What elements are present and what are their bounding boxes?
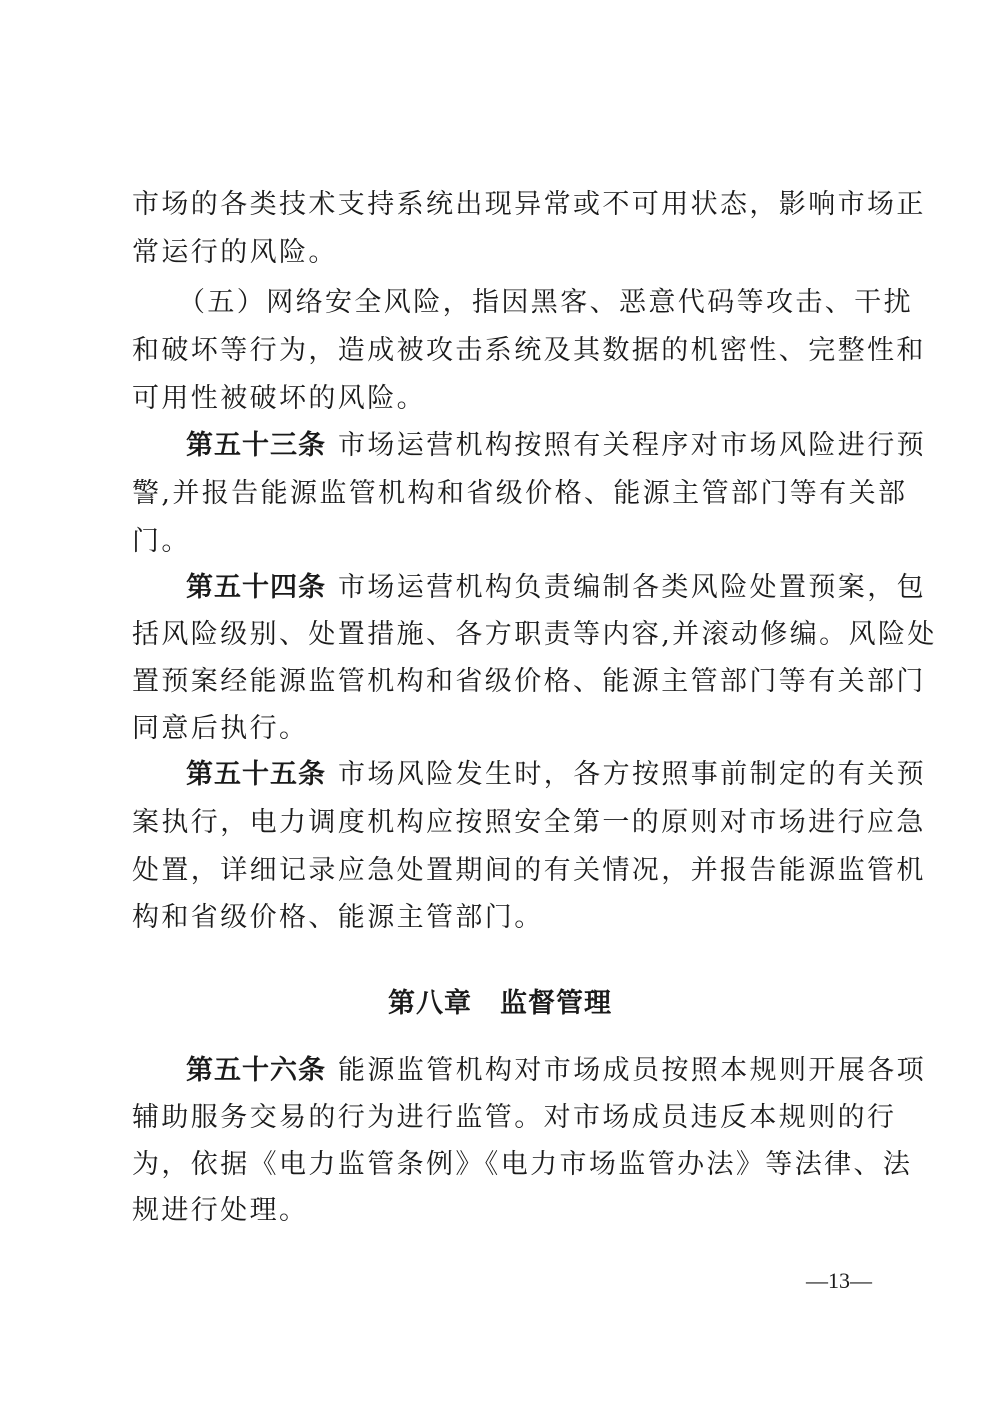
paragraph-line: 常运行的风险。	[132, 237, 338, 268]
article-53-first-line	[186, 424, 926, 468]
article-55-first-line	[186, 753, 926, 797]
paragraph-line: 和破坏等行为，造成被攻击系统及其数据的机密性、完整性和	[132, 335, 926, 366]
paragraph-line: 辅助服务交易的行为进行监管。对市场成员违反本规则的行	[132, 1102, 897, 1133]
paragraph-text: 能源监管机构对市场成员按照本规则开展各项	[338, 1055, 926, 1086]
paragraph-line: 门。	[132, 526, 191, 557]
article-heading: 第五十六条	[186, 1055, 326, 1086]
article-heading: 第五十三条	[186, 430, 326, 461]
paragraph-line: 为，依据《电力监管条例》《电力市场监管办法》等法律、法	[132, 1149, 913, 1180]
chapter-title: 第八章 监督管理	[388, 988, 612, 1019]
paragraph-text: 市场运营机构负责编制各类风险处置预案，包	[338, 572, 926, 603]
article-54-first-line	[186, 566, 926, 610]
article-56-first-line	[186, 1049, 926, 1093]
paragraph-line: 可用性被破坏的风险。	[132, 383, 426, 414]
paragraph-text: 市场运营机构按照有关程序对市场风险进行预	[338, 430, 926, 461]
paragraph-line: 市场的各类技术支持系统出现异常或不可用状态，影响市场正	[132, 189, 926, 220]
paragraph-line: 括风险级别、处置措施、各方职责等内容,并滚动修编。风险处	[132, 619, 937, 650]
paragraph-line: 同意后执行。	[132, 713, 309, 744]
paragraph-text: 市场风险发生时，各方按照事前制定的有关预	[338, 759, 926, 790]
paragraph-line: 案执行，电力调度机构应按照安全第一的原则对市场进行应急	[132, 807, 926, 838]
paragraph-line: （五）网络安全风险，指因黑客、恶意代码等攻击、干扰	[178, 287, 913, 318]
article-heading: 第五十四条	[186, 572, 326, 603]
paragraph-line: 构和省级价格、能源主管部门。	[132, 902, 544, 933]
article-heading: 第五十五条	[186, 759, 326, 790]
paragraph-line: 处置，详细记录应急处置期间的有关情况，并报告能源监管机	[132, 855, 926, 886]
paragraph-line: 规进行处理。	[132, 1195, 309, 1226]
page-number: —13—	[806, 1268, 872, 1293]
paragraph-line: 警,并报告能源监管机构和省级价格、能源主管部门等有关部	[132, 478, 908, 509]
paragraph-line: 置预案经能源监管机构和省级价格、能源主管部门等有关部门	[132, 666, 926, 697]
